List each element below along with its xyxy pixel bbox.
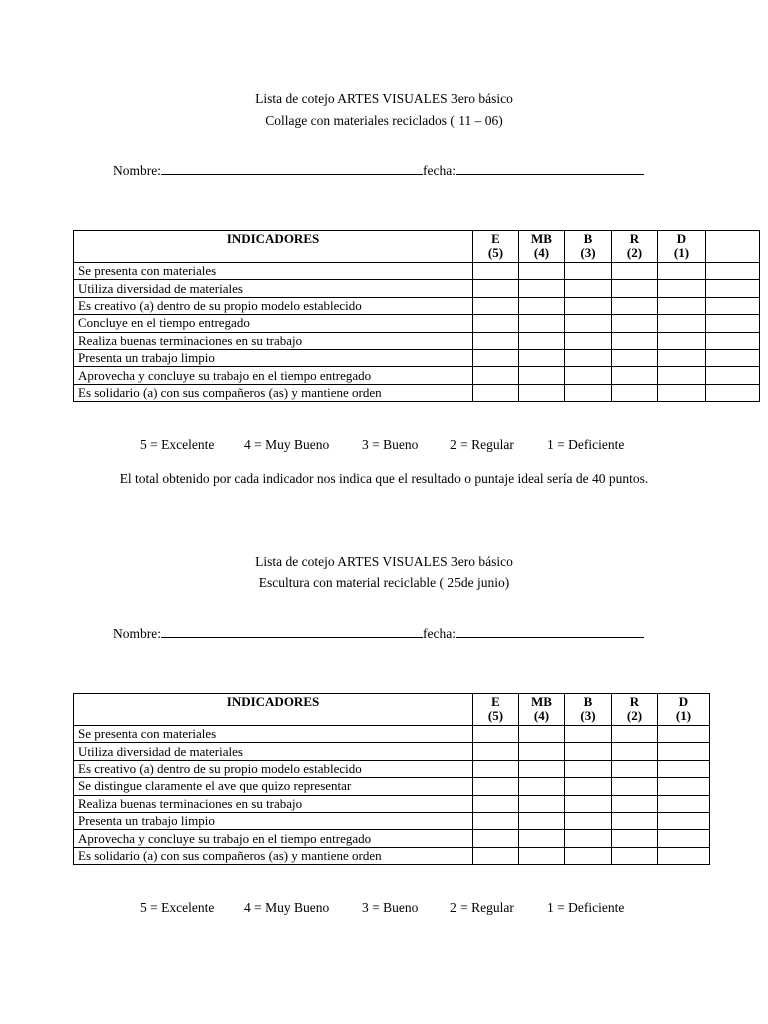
score-cell[interactable]	[612, 349, 658, 366]
indicator-label: Realiza buenas terminaciones en su trabajo	[74, 332, 473, 349]
table-row	[74, 760, 710, 777]
scale-3: 3 = Bueno	[362, 900, 419, 915]
score-cell[interactable]	[473, 367, 519, 384]
score-cell[interactable]	[565, 847, 612, 864]
indicator-label: Concluye en el tiempo entregado	[74, 315, 473, 332]
score-cell[interactable]	[706, 263, 760, 280]
score-cell[interactable]	[612, 760, 658, 777]
table-row	[74, 847, 710, 864]
score-cell[interactable]	[565, 367, 612, 384]
score-cell[interactable]	[473, 743, 519, 760]
score-cell[interactable]	[658, 297, 706, 314]
score-cell[interactable]	[706, 349, 760, 366]
col-d-header: D (1)	[658, 694, 710, 726]
score-cell[interactable]	[473, 760, 519, 777]
sheet1-title: Lista de cotejo ARTES VISUALES 3ero básico	[255, 91, 513, 106]
score-cell[interactable]	[658, 384, 706, 401]
table-row	[74, 332, 760, 349]
scale-3: 3 = Bueno	[362, 437, 419, 452]
table-row	[74, 384, 760, 401]
score-cell[interactable]	[658, 743, 710, 760]
score-cell[interactable]	[473, 315, 519, 332]
score-cell[interactable]	[658, 847, 710, 864]
score-cell[interactable]	[706, 332, 760, 349]
extra-header	[706, 231, 760, 263]
table-row	[74, 349, 760, 366]
col-r-header: R (2)	[612, 694, 658, 726]
table-row	[74, 743, 710, 760]
score-cell[interactable]	[473, 778, 519, 795]
indicator-label: Es creativo (a) dentro de su propio modelo establecido	[74, 760, 473, 777]
score-cell[interactable]	[658, 367, 706, 384]
score-cell[interactable]	[658, 778, 710, 795]
indicator-label: Se presenta con materiales	[74, 263, 473, 280]
sheet2-name-date-line	[113, 625, 644, 642]
score-cell[interactable]	[658, 263, 706, 280]
scale-4: 4 = Muy Bueno	[244, 900, 330, 915]
name-label: Nombre:	[113, 163, 161, 178]
sheet1-rows	[74, 263, 760, 402]
score-cell[interactable]	[565, 778, 612, 795]
score-cell[interactable]	[612, 332, 658, 349]
scale-2: 2 = Regular	[450, 900, 514, 915]
col-r-header: R (2)	[612, 231, 658, 263]
indicator-label: Es solidario (a) con sus compañeros (as) y mantiene orden	[74, 847, 473, 864]
score-cell[interactable]	[519, 367, 565, 384]
score-cell[interactable]	[612, 778, 658, 795]
score-cell[interactable]	[473, 332, 519, 349]
table-row	[74, 263, 760, 280]
score-cell[interactable]	[519, 812, 565, 829]
score-cell[interactable]	[519, 349, 565, 366]
score-cell[interactable]	[519, 847, 565, 864]
score-cell[interactable]	[473, 847, 519, 864]
score-cell[interactable]	[519, 384, 565, 401]
indicator-label: Aprovecha y concluye su trabajo en el tiempo entregado	[74, 367, 473, 384]
score-cell[interactable]	[565, 280, 612, 297]
sheet2-checklist-table	[73, 693, 710, 865]
indicator-label: Es solidario (a) con sus compañeros (as) y mantiene orden	[74, 384, 473, 401]
indicator-label: Utiliza diversidad de materiales	[74, 743, 473, 760]
score-cell[interactable]	[612, 743, 658, 760]
indicators-header: INDICADORES	[74, 231, 473, 263]
score-cell[interactable]	[565, 812, 612, 829]
name-blank[interactable]	[161, 162, 423, 175]
table-row	[74, 778, 710, 795]
score-cell[interactable]	[473, 830, 519, 847]
score-cell[interactable]	[658, 280, 706, 297]
name-blank[interactable]	[161, 625, 423, 638]
score-cell[interactable]	[473, 280, 519, 297]
col-b-header: B (3)	[565, 231, 612, 263]
score-cell[interactable]	[565, 760, 612, 777]
score-cell[interactable]	[612, 830, 658, 847]
sheet2-title: Lista de cotejo ARTES VISUALES 3ero básico	[255, 554, 513, 569]
score-cell[interactable]	[519, 778, 565, 795]
score-cell[interactable]	[565, 726, 612, 743]
indicator-label: Se presenta con materiales	[74, 726, 473, 743]
score-cell[interactable]	[519, 743, 565, 760]
scale-5: 5 = Excelente	[140, 900, 215, 915]
score-cell[interactable]	[612, 263, 658, 280]
date-label: fecha:	[423, 163, 456, 178]
score-cell[interactable]	[612, 280, 658, 297]
table-row	[74, 795, 710, 812]
score-cell[interactable]	[519, 263, 565, 280]
score-cell[interactable]	[612, 315, 658, 332]
table-row	[74, 315, 760, 332]
indicator-label: Presenta un trabajo limpio	[74, 349, 473, 366]
score-cell[interactable]	[658, 332, 706, 349]
score-cell[interactable]	[565, 332, 612, 349]
indicator-label: Realiza buenas terminaciones en su trabajo	[74, 795, 473, 812]
sheet2-rows	[74, 726, 710, 865]
score-cell[interactable]	[473, 263, 519, 280]
date-blank[interactable]	[456, 162, 644, 175]
indicator-label: Se distingue claramente el ave que quizo representar	[74, 778, 473, 795]
score-cell[interactable]	[612, 812, 658, 829]
table-row	[74, 367, 760, 384]
table-header-row	[74, 231, 760, 263]
scale-2: 2 = Regular	[450, 437, 514, 452]
indicator-label: Utiliza diversidad de materiales	[74, 280, 473, 297]
date-label: fecha:	[423, 626, 456, 641]
col-b-header: B (3)	[565, 694, 612, 726]
scale-4: 4 = Muy Bueno	[244, 437, 330, 452]
score-cell[interactable]	[565, 349, 612, 366]
score-cell[interactable]	[612, 367, 658, 384]
table-row	[74, 280, 760, 297]
score-cell[interactable]	[519, 280, 565, 297]
sheet1-total-note: El total obtenido por cada indicador nos indica que el resultado o puntaje ideal sería de 40 puntos.	[119, 471, 649, 486]
col-e-header: E (5)	[473, 231, 519, 263]
score-cell[interactable]	[565, 743, 612, 760]
indicator-label: Es creativo (a) dentro de su propio modelo establecido	[74, 297, 473, 314]
date-blank[interactable]	[456, 625, 644, 638]
table-row	[74, 830, 710, 847]
score-cell[interactable]	[473, 349, 519, 366]
indicator-label: Aprovecha y concluye su trabajo en el tiempo entregado	[74, 830, 473, 847]
col-d-header: D (1)	[658, 231, 706, 263]
score-cell[interactable]	[706, 315, 760, 332]
table-row	[74, 726, 710, 743]
score-cell[interactable]	[519, 297, 565, 314]
table-row	[74, 297, 760, 314]
score-cell[interactable]	[565, 297, 612, 314]
score-cell[interactable]	[706, 280, 760, 297]
score-cell[interactable]	[565, 830, 612, 847]
score-cell[interactable]	[612, 795, 658, 812]
score-cell[interactable]	[519, 315, 565, 332]
score-cell[interactable]	[565, 384, 612, 401]
table-header-row	[74, 694, 710, 726]
score-cell[interactable]	[473, 297, 519, 314]
sheet1-checklist-table	[73, 230, 760, 402]
score-cell[interactable]	[658, 760, 710, 777]
score-cell[interactable]	[519, 332, 565, 349]
indicator-label: Presenta un trabajo limpio	[74, 812, 473, 829]
sheet1-name-date-line	[113, 162, 644, 179]
score-cell[interactable]	[658, 726, 710, 743]
sheet1-subtitle: Collage con materiales reciclados ( 11 – 06)	[265, 113, 503, 128]
score-cell[interactable]	[473, 384, 519, 401]
score-cell[interactable]	[658, 315, 706, 332]
score-cell[interactable]	[565, 315, 612, 332]
score-cell[interactable]	[519, 795, 565, 812]
score-cell[interactable]	[612, 847, 658, 864]
scale-1: 1 = Deficiente	[547, 437, 625, 452]
sheet2-subtitle: Escultura con material reciclable ( 25de junio)	[258, 575, 510, 590]
col-e-header: E (5)	[473, 694, 519, 726]
score-cell[interactable]	[658, 795, 710, 812]
score-cell[interactable]	[565, 263, 612, 280]
score-cell[interactable]	[519, 760, 565, 777]
score-cell[interactable]	[519, 726, 565, 743]
score-cell[interactable]	[612, 297, 658, 314]
col-mb-header: MB (4)	[519, 694, 565, 726]
name-label: Nombre:	[113, 626, 161, 641]
score-cell[interactable]	[565, 795, 612, 812]
table-row	[74, 812, 710, 829]
score-cell[interactable]	[473, 726, 519, 743]
score-cell[interactable]	[706, 384, 760, 401]
score-cell[interactable]	[706, 297, 760, 314]
score-cell[interactable]	[706, 367, 760, 384]
score-cell[interactable]	[658, 349, 706, 366]
score-cell[interactable]	[612, 384, 658, 401]
score-cell[interactable]	[612, 726, 658, 743]
score-cell[interactable]	[519, 830, 565, 847]
scale-5: 5 = Excelente	[140, 437, 215, 452]
scale-1: 1 = Deficiente	[547, 900, 625, 915]
score-cell[interactable]	[658, 812, 710, 829]
indicators-header: INDICADORES	[74, 694, 473, 726]
score-cell[interactable]	[658, 830, 710, 847]
col-mb-header: MB (4)	[519, 231, 565, 263]
score-cell[interactable]	[473, 812, 519, 829]
score-cell[interactable]	[473, 795, 519, 812]
